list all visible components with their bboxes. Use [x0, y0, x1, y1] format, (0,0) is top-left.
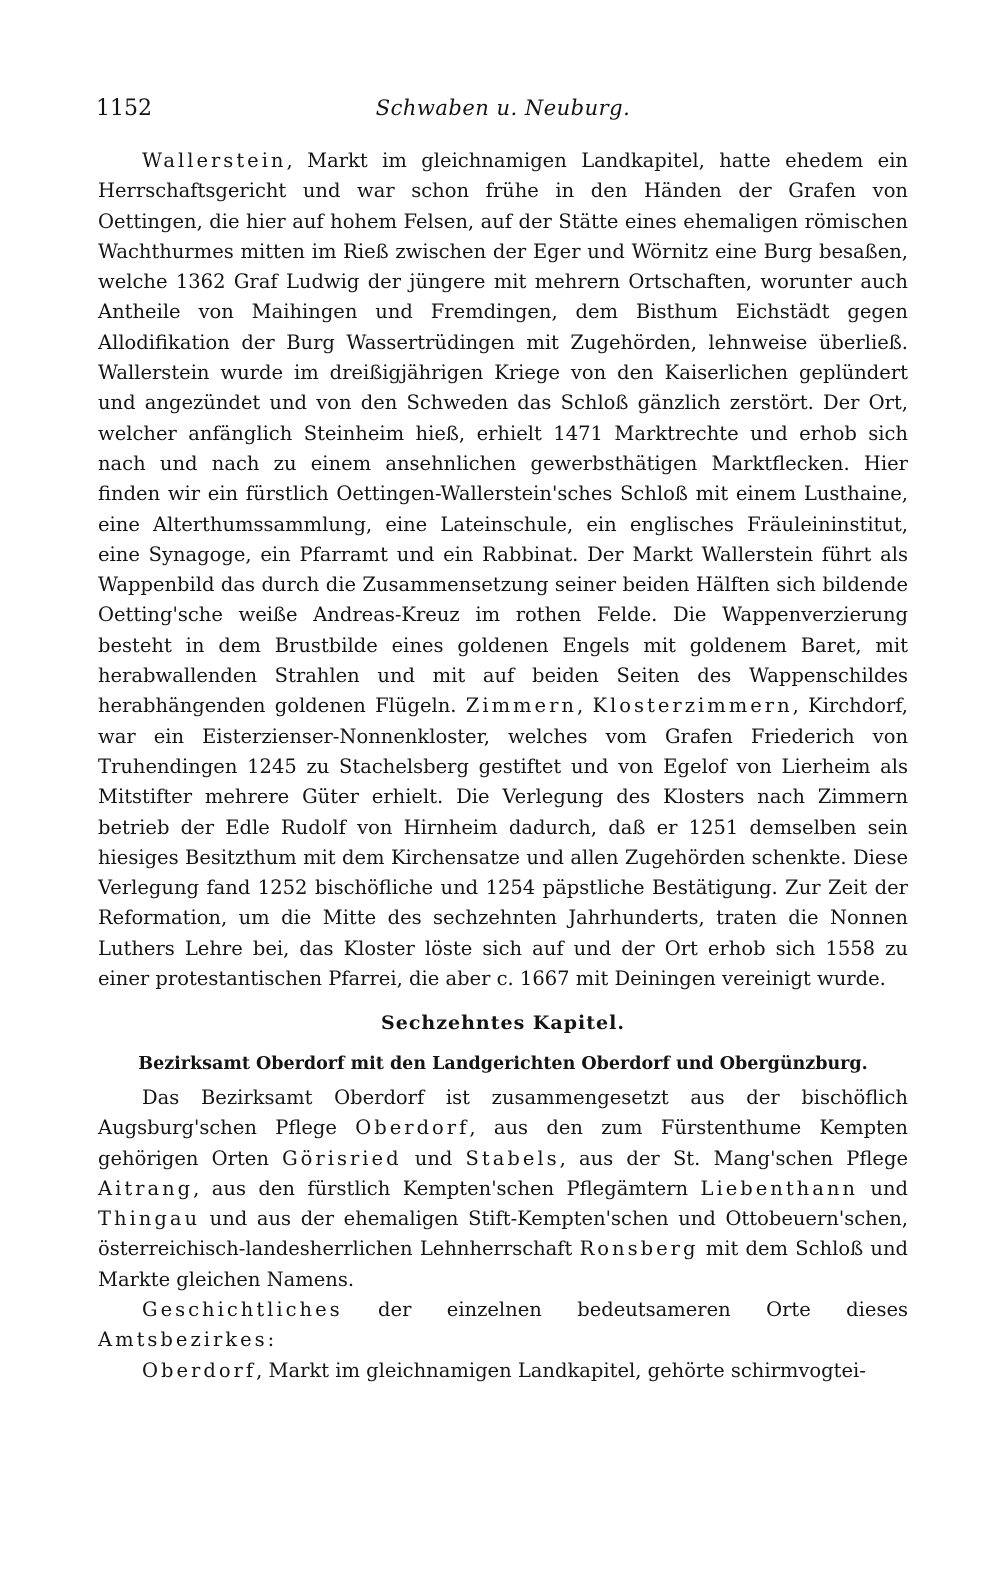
place-name: Aitrang — [98, 1176, 194, 1200]
section-heading: Bezirksamt Oberdorf mit den Landgerichten Oberdorf und Obergünzburg. — [138, 1053, 868, 1074]
paragraph-text: : — [267, 1328, 275, 1352]
paragraph-wallerstein — [98, 146, 908, 994]
emphasized-term: Amtsbezirkes — [98, 1328, 268, 1352]
place-name: Stabels — [465, 1146, 560, 1170]
place-name: Oberdorf — [355, 1116, 470, 1140]
page-header — [96, 96, 910, 126]
place-name: Görisried — [282, 1146, 402, 1170]
paragraph-text: und aus der ehemaligen Stift-Kempten'schen und Ottobeuern'schen, österreichisch-landesherrlichen Lehnherrschaft — [98, 1207, 908, 1261]
chapter-heading: Sechzehntes Kapitel. — [381, 1012, 625, 1035]
place-name: Klosterzimmern — [592, 694, 793, 718]
paragraph-text: und — [857, 1176, 908, 1200]
paragraph-geschichtliches — [98, 1295, 908, 1356]
paragraph-text: mit dem Schloß und Markte gleichen Namens. — [98, 1237, 909, 1291]
paragraph-text: , aus den fürstlich Kempten'schen Pflegämtern — [193, 1176, 701, 1200]
paragraph-text: , — [576, 694, 593, 718]
paragraph-text: , Kirchdorf, war ein Eisterzienser-Nonnenkloster, welches vom Grafen Friederich von Truhendingen 1245 zu Stachelsberg gestiftet und von Egelof von Lierheim als Mitstifter mehrere Güter erhielt. Die Verlegung des Klosters nach Zimmern betrieb der Edle Rudolf von Hirnheim dadurch, daß er 1251 demselben sein hiesiges Besitzthum mit dem Kirchensatze und allen Zugehörden schenkte. Diese Verlegung fand 1252 bischöfliche und 1254 päpstliche Bestätigung. Zur Zeit der Reformation, um die Mitte des sechzehnten Jahrhunderts, traten die Nonnen Luthers Lehre bei, das Kloster löste sich auf und der Ort erhob sich 1558 zu einer protestantischen Pfarrei, die aber c. 1667 mit Deiningen vereinigt wurde. — [98, 694, 908, 991]
place-name: Wallerstein — [142, 149, 287, 172]
paragraph-text: , aus der St. Mang'schen Pflege — [559, 1146, 908, 1170]
body-text — [98, 146, 908, 1386]
place-name: Oberdorf — [142, 1358, 257, 1382]
paragraph-text: der einzelnen bedeutsameren Orte dieses — [342, 1297, 908, 1321]
place-name: Thingau — [98, 1207, 201, 1231]
paragraph-text: , aus den zum Fürstenthume Kempten gehörigen Orten — [98, 1116, 908, 1170]
paragraph-bezirksamt — [98, 1083, 908, 1295]
paragraph-text: und — [401, 1146, 466, 1170]
page-number: 1152 — [96, 96, 152, 121]
paragraph-oberdorf — [98, 1356, 908, 1386]
emphasized-term: Geschichtliches — [142, 1297, 343, 1321]
place-name: Liebenthann — [700, 1176, 858, 1200]
paragraph-text: Das Bezirksamt Oberdorf ist zusammengesetzt aus der bischöflich Augsburg'schen Pflege — [98, 1085, 908, 1140]
paragraph-text: , Markt im gleichnamigen Landkapitel, hatte ehedem ein Herrschaftsgericht und war schon frühe in den Händen der Grafen von Oettingen, die hier auf hohem Felsen, auf der Stätte eines ehemaligen römischen Wachthurmes mitten im Rieß zwischen der Eger und Wörnitz eine Burg besaßen, welche 1362 Graf Ludwig der jüngere mit mehrern Ortschaften, worunter auch Antheile von Maihingen und Fremdingen, dem Bisthum Eichstädt gegen Allodifikation der Burg Wassertrüdingen mit Zugehörden, lehnweise überließ. Wallerstein wurde im dreißigjährigen Kriege von den Kaiserlichen geplündert und angezündet und von den Schweden das Schloß gänzlich zerstört. Der Ort, welcher anfänglich Steinheim hieß, erhielt 1471 Marktrechte und erhob sich nach und nach zu einem ansehnlichen gewerbsthätigen Marktflecken. Hier finden wir ein fürstlich Oettingen-Wallerstein'sches Schloß mit einem Lusthaine, eine Alterthumssammlung, eine Lateinschule, ein englisches Fräuleininstitut, eine Synagoge, ein Pfarramt und ein Rabbinat. Der Markt Wallerstein führt als Wappenbild das durch die Zusammensetzung seiner beiden Hälften sich bildende Oetting'sche weiße Andreas-Kreuz im rothen Felde. Die Wappenverzierung besteht in dem Brustbilde eines goldenen Engels mit goldenem Baret, mit herabwallenden Strahlen und mit auf beiden Seiten des Wappenschildes herabhängenden goldenen Flügeln. — [98, 149, 908, 718]
place-name: Ronsberg — [579, 1237, 699, 1261]
paragraph-text: , Markt im gleichnamigen Landkapitel, gehörte schirmvogtei- — [256, 1358, 866, 1382]
running-head: Schwaben u. Neuburg. — [375, 96, 631, 120]
place-name: Zimmern — [465, 694, 577, 718]
